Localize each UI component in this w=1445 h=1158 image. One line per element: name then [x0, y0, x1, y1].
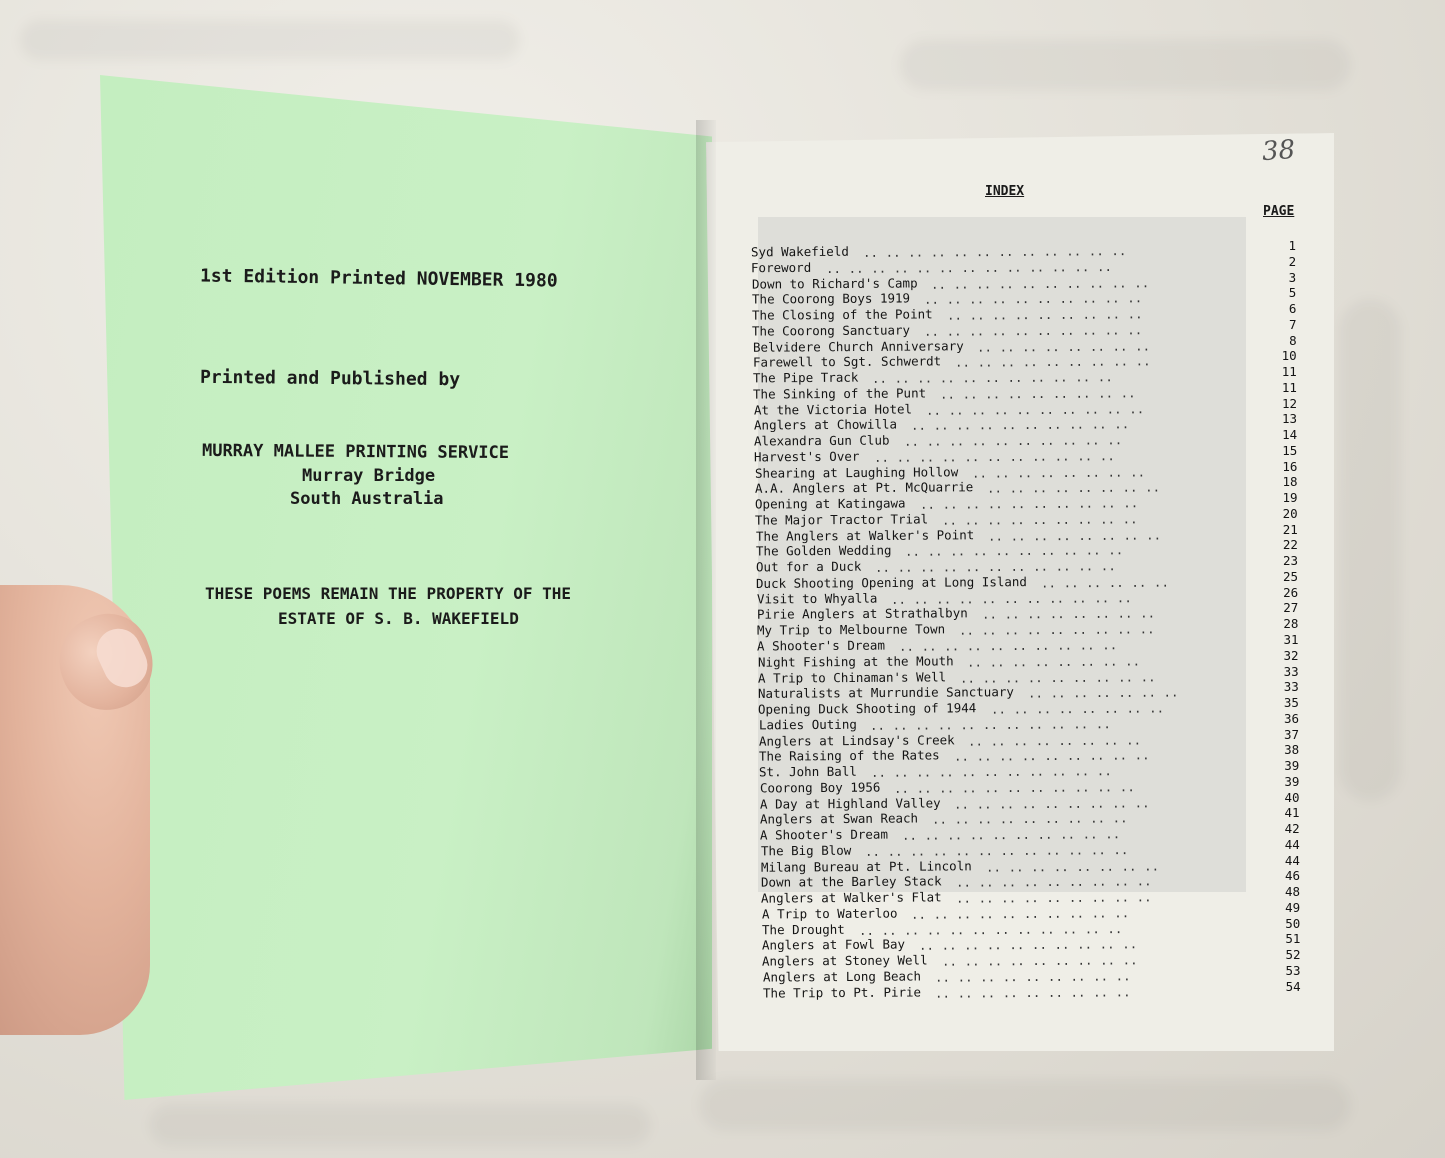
index-entry [754, 449, 859, 465]
leader-dots: .. .. .. .. .. .. .. .. .. .. .. [875, 558, 1117, 576]
index-heading: INDEX [985, 184, 1025, 199]
index-entry-title: Night Fishing at the Mouth [757, 653, 954, 670]
index-entry-title: Anglers at Lindsay's Creek [758, 731, 955, 749]
index-entry-page: 44 [1284, 836, 1300, 852]
leader-dots: .. .. .. .. .. .. .. .. .. .. [923, 290, 1143, 308]
index-entry-page: 44 [1284, 852, 1300, 868]
leader-dots: .. .. .. .. .. .. [1041, 574, 1170, 591]
index-entry-title: The Big Blow [760, 842, 851, 859]
index-entry-page: 40 [1284, 789, 1300, 805]
index-entry-page: 27 [1283, 600, 1299, 616]
leader-dots: .. .. .. .. .. .. .. .. [987, 527, 1161, 544]
index-entry-page: 18 [1282, 474, 1298, 490]
index-entry-title: Pirie Anglers at Strathalbyn [756, 605, 968, 623]
index-entry [755, 527, 973, 544]
leader-dots: .. .. .. .. .. .. .. .. .. [934, 968, 1131, 985]
index-entry-page: 20 [1282, 505, 1298, 521]
index-entry [758, 684, 1014, 701]
index-entry [751, 260, 811, 275]
leader-dots: .. .. .. .. .. .. .. .. .. [934, 984, 1131, 1001]
leader-dots: .. .. .. .. .. .. .. .. .. .. .. [890, 589, 1132, 607]
index-entry [757, 622, 945, 638]
leader-dots: .. .. .. .. .. .. .. .. [977, 337, 1151, 355]
leader-dots: .. .. .. .. .. .. .. .. .. [942, 511, 1139, 528]
index-entry-title: Anglers at Fowl Bay [761, 936, 906, 953]
index-entry-page: 19 [1282, 490, 1298, 506]
index-entry [753, 401, 911, 417]
index-entry-title: My Trip to Melbourne Town [756, 621, 946, 638]
index-entry [761, 890, 942, 906]
leader-dots: .. .. .. .. .. .. .. .. .. .. .. [870, 715, 1112, 733]
index-entry-title: Belvidere Church Anniversary [752, 337, 964, 355]
leader-dots: .. .. .. .. .. .. .. .. [981, 605, 1155, 623]
index-entry-title: The Pipe Track [752, 369, 859, 386]
index-entry [759, 764, 857, 780]
index-entry-title: Opening Duck Shooting of 1944 [758, 700, 977, 717]
index-entry-title: The Trip to Pt. Pirie [762, 984, 921, 1001]
index-entry-page: 52 [1285, 947, 1301, 963]
leader-dots: .. .. .. .. .. .. .. .. .. .. [910, 416, 1130, 434]
index-entry-page: 3 [1288, 269, 1297, 285]
leader-dots: .. .. .. .. .. .. .. .. .. .. [919, 495, 1138, 512]
index-entry-page: 54 [1285, 978, 1301, 994]
index-entry-page: 32 [1283, 647, 1299, 663]
index-entry-page: 14 [1282, 427, 1298, 443]
index-entry-page: 51 [1285, 931, 1301, 947]
index-entry-page: 53 [1285, 962, 1301, 978]
index-entry-page: 42 [1284, 821, 1300, 837]
publisher-name: MURRAY MALLEE PRINTING SERVICE [201, 440, 510, 464]
index-entry-page: 11 [1281, 379, 1297, 395]
index-entry-title: Milang Bureau at Pt. Lincoln [760, 857, 972, 875]
leader-dots: .. .. .. .. .. .. .. .. .. [932, 810, 1128, 828]
index-entry-page: 39 [1284, 773, 1300, 789]
index-entry-page: 28 [1283, 616, 1299, 632]
index-entry [760, 843, 850, 859]
leader-dots: .. .. .. .. .. .. .. .. .. [955, 873, 1152, 891]
index-entry-title: The Closing of the Point [751, 306, 933, 323]
index-entry-title: Ladies Outing [758, 716, 857, 733]
leader-dots: .. .. .. .. .. .. .. .. .. .. [910, 905, 1130, 922]
index-entry-page: 31 [1283, 632, 1299, 647]
index-entry [756, 559, 861, 575]
leader-dots: .. .. .. .. .. .. .. .. .. .. .. [871, 763, 1113, 780]
index-entry-page: 33 [1283, 663, 1299, 679]
notice-line-2: ESTATE OF S. B. WAKEFIELD [278, 609, 519, 628]
index-entry [756, 574, 1027, 591]
leader-dots: .. .. .. .. .. .. .. .. .. .. [902, 826, 1121, 843]
leader-dots: .. .. .. .. .. .. .. .. [967, 653, 1141, 670]
leader-dots: .. .. .. .. .. .. .. .. .. .. .. .. [862, 243, 1127, 260]
index-entry [760, 827, 888, 843]
index-entry-title: The Raising of the Rates [758, 747, 940, 764]
leader-dots: .. .. .. .. .. .. .. .. [986, 479, 1161, 496]
index-entry-title: Out for a Duck [755, 558, 862, 575]
leader-dots: .. .. .. .. .. .. .. .. .. .. .. [873, 448, 1115, 465]
index-entry [752, 322, 910, 338]
leader-dots: .. .. .. .. .. .. .. .. .. .. [925, 400, 1144, 418]
index-entry-page: 37 [1284, 726, 1300, 742]
index-entry-title: The Drought [761, 921, 845, 937]
index-entry [761, 905, 897, 921]
index-entry-title: A Shooter's Dream [757, 637, 886, 654]
index-entry-title: Anglers at Stoney Well [762, 952, 928, 969]
index-entry [754, 464, 957, 480]
leader-dots: .. .. .. .. .. .. .. .. .. [959, 668, 1156, 686]
index-entry [758, 716, 856, 732]
index-entry-title: Anglers at Walker's Flat [761, 889, 942, 906]
index-entry-title: A Day at Highland Valley [759, 794, 941, 812]
index-entry-page: 15 [1282, 442, 1298, 458]
leader-dots: .. .. .. .. .. .. .. .. .. .. .. .. [858, 920, 1123, 938]
index-entry-title: Foreword [751, 259, 812, 275]
index-entry-title: The Coorong Sanctuary [752, 322, 911, 339]
index-entry-page: 25 [1283, 568, 1299, 584]
index-entry-page: 2 [1288, 253, 1297, 269]
leader-dots: .. .. .. .. .. .. .. .. .. .. [918, 936, 1138, 954]
index-entry [757, 638, 885, 654]
leader-dots: .. .. .. .. .. .. .. .. [990, 700, 1164, 717]
index-entry [752, 338, 963, 354]
index-entry-title: Naturalists at Murrundie Sanctuary [757, 684, 1014, 702]
leader-dots: .. .. .. .. .. .. .. .. .. .. .. .. [864, 841, 1129, 859]
leader-dots: .. .. .. .. .. .. .. [1027, 684, 1179, 701]
index-entry [758, 669, 946, 685]
index-entry [753, 370, 858, 386]
index-entry-title: The Sinking of the Punt [753, 385, 927, 402]
edition-line: 1st Edition Printed NOVEMBER 1980 [199, 265, 558, 292]
index-entry-title: Farewell to Sgt. Schwerdt [752, 353, 941, 370]
index-entry [760, 811, 918, 827]
index-entry [759, 779, 880, 795]
index-entry-page: 7 [1288, 316, 1297, 332]
index-entry-page: 23 [1282, 553, 1298, 569]
index-entry-title: A Trip to Waterloo [761, 905, 898, 922]
publisher-city: Murray Bridge [302, 466, 436, 486]
index-entry [761, 858, 972, 874]
index-entry [763, 984, 921, 1000]
index-entry-page: 1 [1288, 238, 1296, 253]
notice-line-1: THESE POEMS REMAIN THE PROPERTY OF THE [205, 584, 572, 603]
index-entry-page: 26 [1283, 584, 1299, 600]
leader-dots: .. .. .. .. .. .. .. .. .. .. [899, 637, 1118, 654]
leader-dots: .. .. .. .. .. .. .. .. .. [954, 794, 1151, 812]
index-entry-title: The Coorong Boys 1919 [751, 290, 910, 307]
leader-dots: .. .. .. .. .. .. .. .. .. [941, 952, 1138, 969]
index-entry-page: 39 [1284, 758, 1300, 774]
index-entry [755, 511, 928, 527]
index-entry [762, 968, 920, 984]
leader-dots: .. .. .. .. .. .. .. .. .. [955, 889, 1152, 906]
index-entry [760, 795, 941, 811]
index-entry-page: 8 [1289, 332, 1297, 348]
index-entry-title: Anglers at Swan Reach [759, 810, 919, 827]
index-entry [755, 496, 906, 512]
index-entry-title: St. John Ball [759, 763, 858, 780]
index-entry [754, 417, 897, 433]
leader-dots: .. .. .. .. .. .. .. .. .. .. [903, 432, 1122, 449]
index-entry-page: 13 [1282, 411, 1298, 427]
index-entry-title: Anglers at Long Beach [762, 968, 921, 985]
index-entry-title: The Golden Wedding [755, 542, 892, 559]
index-entry-page: 5 [1288, 285, 1297, 301]
leader-dots: .. .. .. .. .. .. .. .. [968, 731, 1142, 749]
index-entry [757, 653, 953, 669]
index-entry-title: A.A. Anglers at Pt. McQuarrie [754, 479, 974, 497]
index-entry [759, 748, 940, 764]
index-entry-title: Anglers at Chowilla [753, 416, 897, 433]
index-entry-title: The Anglers at Walker's Point [755, 526, 974, 544]
index-entry-title: Shearing at Laughing Hollow [754, 463, 958, 481]
index-entry-title: Visit to Whyalla [756, 590, 877, 607]
index-entry [752, 291, 910, 307]
index-entry-title: Harvest's Over [754, 448, 860, 465]
index-entry [753, 385, 926, 401]
index-entry [761, 874, 942, 890]
index-entry-page: 22 [1282, 537, 1298, 553]
index-entry-page: 38 [1284, 742, 1300, 758]
leader-dots: .. .. .. .. .. .. .. .. .. .. .. .. .. [825, 258, 1112, 276]
index-entry-title: Syd Wakefield [750, 243, 849, 260]
index-entry [752, 306, 933, 322]
index-entry [754, 433, 890, 449]
leader-dots: .. .. .. .. .. .. .. .. .. [953, 747, 1150, 764]
leader-dots: .. .. .. .. .. .. .. .. .. .. .. [893, 778, 1135, 796]
leader-dots: .. .. .. .. .. .. .. .. .. .. [905, 542, 1124, 560]
index-entry-page: 11 [1281, 364, 1297, 380]
leader-dots: .. .. .. .. .. .. .. .. .. [940, 385, 1137, 402]
index-entry-page: 10 [1281, 348, 1297, 364]
index-entry [762, 937, 905, 953]
book-spine [696, 120, 716, 1080]
index-entry-title: Opening at Katingawa [754, 495, 906, 512]
printed-by-line: Printed and Published by [199, 366, 461, 391]
index-entry-page: 21 [1282, 521, 1298, 537]
index-entry-page: 35 [1283, 695, 1299, 711]
index-entry-page: 16 [1282, 458, 1298, 474]
index-entry [751, 275, 917, 291]
index-entry-title: At the Victoria Hotel [753, 401, 912, 418]
index-entry-title: Down to Richard's Camp [751, 274, 918, 292]
leader-dots: .. .. .. .. .. .. .. .. .. .. [931, 274, 1150, 292]
leader-dots: .. .. .. .. .. .. .. .. [985, 858, 1159, 875]
leader-dots: .. .. .. .. .. .. .. .. [971, 464, 1145, 481]
leader-dots: .. .. .. .. .. .. .. .. .. .. [924, 322, 1143, 339]
index-entry [762, 921, 845, 937]
index-entry [756, 590, 877, 606]
index-entry [755, 480, 973, 497]
index-entry-title: Duck Shooting Opening at Long Island [756, 574, 1028, 591]
index-entry-page: 48 [1285, 884, 1301, 900]
leader-dots: .. .. .. .. .. .. .. .. .. .. .. [872, 369, 1114, 386]
page-heading: PAGE [1263, 204, 1295, 219]
index-entry-title: Alexandra Gun Club [753, 432, 890, 449]
index-entry-title: The Major Tractor Trial [755, 511, 929, 528]
index-entry-title: A Shooter's Dream [760, 826, 889, 843]
index-entry-page: 41 [1284, 805, 1300, 821]
index-entry [756, 543, 892, 559]
index-entry [758, 700, 976, 717]
index-entry [751, 244, 849, 260]
index-entry [762, 953, 928, 969]
leader-dots: .. .. .. .. .. .. .. .. .. [946, 306, 1143, 323]
index-entry [759, 732, 955, 748]
index-entry-page: 50 [1285, 915, 1301, 931]
index-entry-page: 6 [1288, 301, 1297, 317]
leader-dots: .. .. .. .. .. .. .. .. .. [959, 621, 1155, 638]
index-entry-page: 33 [1283, 679, 1299, 695]
index-entry-title: Down at the Barley Stack [760, 873, 942, 891]
index-entry-page: 49 [1285, 899, 1301, 915]
handwritten-number: 38 [1260, 134, 1297, 168]
publisher-state: South Australia [290, 489, 444, 509]
index-entry-title: A Trip to Chinaman's Well [757, 668, 946, 686]
index-entry [757, 606, 968, 622]
index-entry-title: Coorong Boy 1956 [759, 779, 880, 796]
index-entry-page: 46 [1284, 868, 1300, 884]
index-entry-page: 36 [1283, 710, 1299, 726]
index-entry [753, 354, 941, 370]
index-entry-page: 12 [1281, 395, 1297, 411]
leader-dots: .. .. .. .. .. .. .. .. .. [954, 353, 1151, 370]
